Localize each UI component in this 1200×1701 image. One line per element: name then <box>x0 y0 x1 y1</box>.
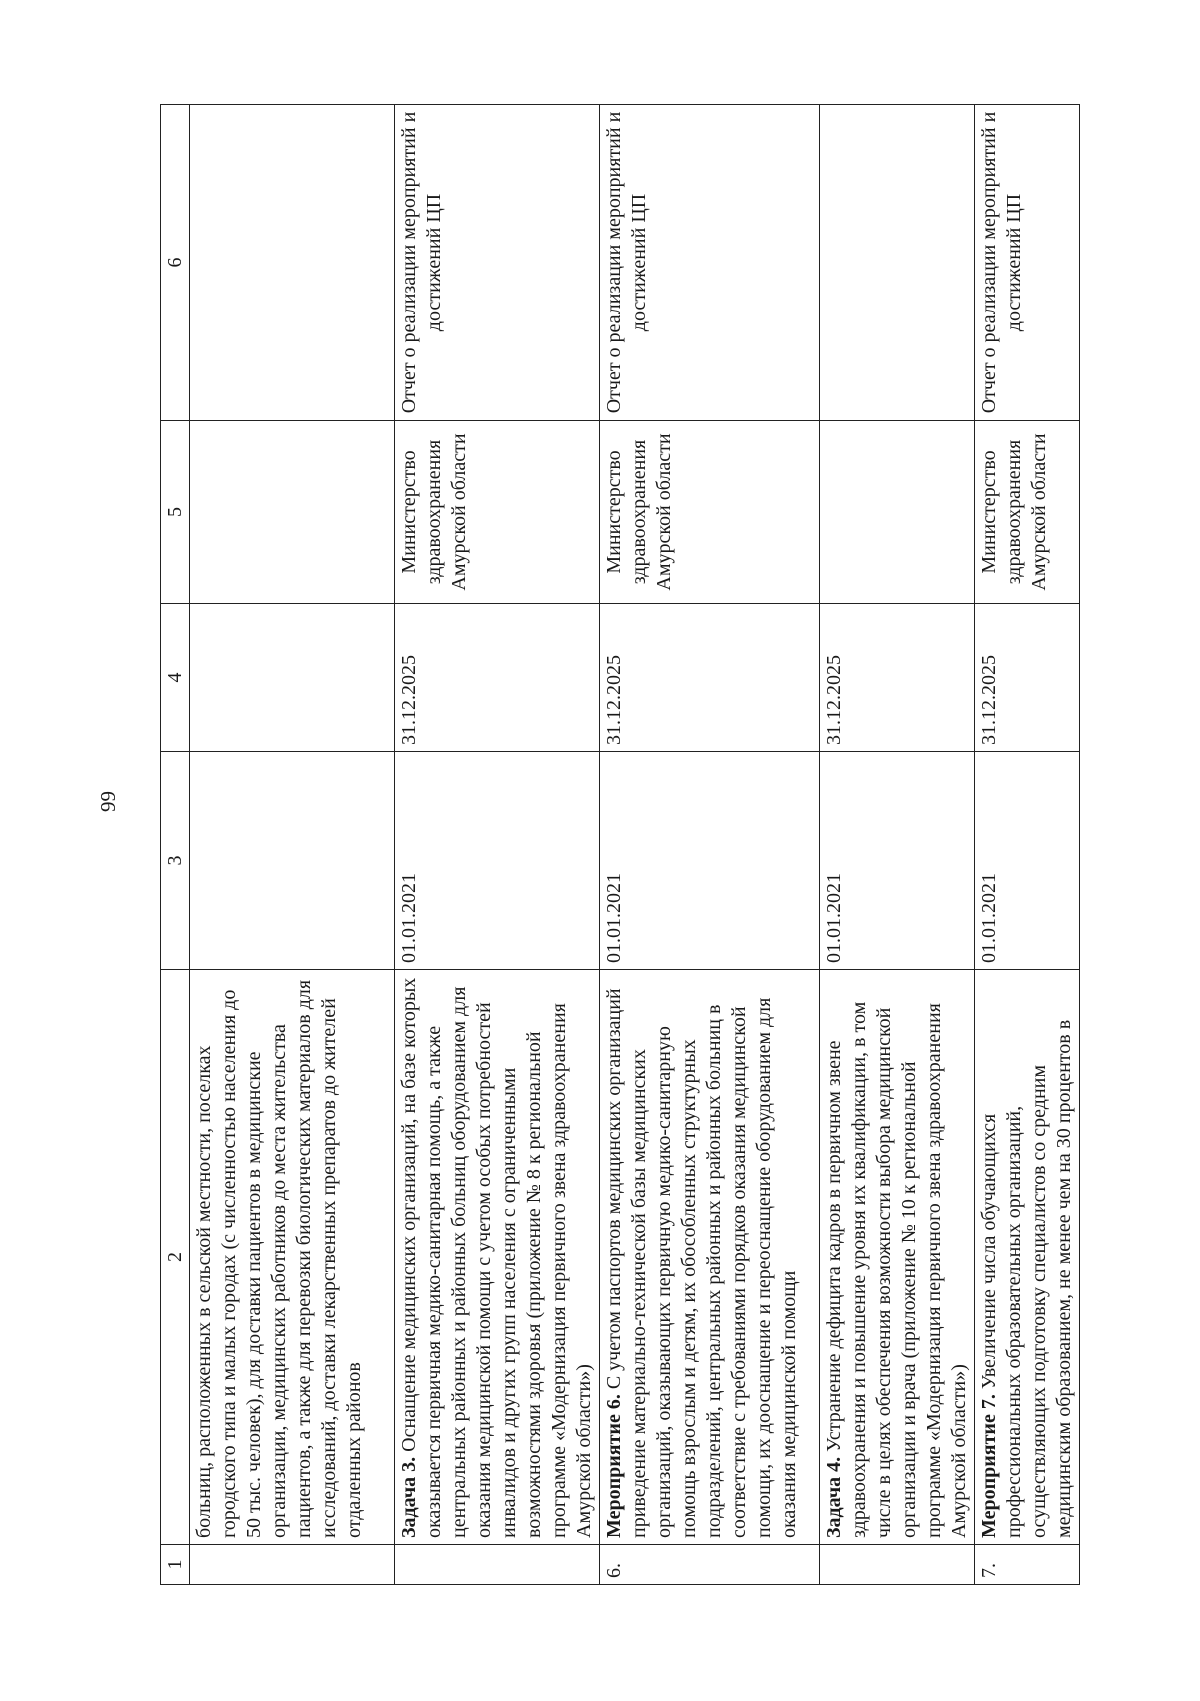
header-cell: 5 <box>161 421 190 604</box>
header-cell: 1 <box>161 1545 190 1585</box>
row-text: больниц, расположенных в сельской местности, поселках городского типа и малых городах (с численностью населения до 50 тыс. человек), для доставки пациентов в медицинские организации, медицинских работников до места жительства пациентов, а также для перевозки биологических материалов для исследований, доставки лекарственных препаратов до жителей отдаленных районов <box>193 979 365 1538</box>
row-title: Задача 3. <box>398 1456 420 1538</box>
row-report: Отчет о реализации мероприятий и достижений ЦП <box>975 105 1080 421</box>
row-end-date <box>190 604 395 752</box>
row-number <box>395 1545 600 1585</box>
row-report: Отчет о реализации мероприятий и достижений ЦП <box>395 105 600 421</box>
row-report <box>190 105 395 421</box>
row-number: 7. <box>975 1545 1080 1585</box>
row-responsible: Министерство здравоохранения Амурской области <box>975 421 1080 604</box>
row-report: Отчет о реализации мероприятий и достижений ЦП <box>600 105 820 421</box>
row-start-date <box>190 752 395 970</box>
row-text: Оснащение медицинских организаций, на базе которых оказывается первичная медико-санитарная помощь, а также центральных районных и районных больниц оборудованием для оказания медицинской помощи с учетом особых потребностей инвалидов и других групп населения с ограниченными возможностями здоровья (приложение № 8 к региональной программе «Модернизация первичного звена здравоохранения Амурской области») <box>398 977 595 1538</box>
row-responsible <box>820 421 975 604</box>
table-row <box>975 105 1080 1585</box>
row-title: Задача 4. <box>823 1456 845 1538</box>
table-row <box>395 105 600 1585</box>
table-row <box>190 105 395 1585</box>
row-description <box>975 970 1080 1545</box>
header-cell: 2 <box>161 970 190 1545</box>
table-header-row <box>161 105 190 1585</box>
row-end-date: 31.12.2025 <box>820 604 975 752</box>
row-responsible: Министерство здравоохранения Амурской области <box>395 421 600 604</box>
row-description <box>600 970 820 1545</box>
program-table <box>160 104 1080 1585</box>
table-row <box>820 105 975 1585</box>
row-title: Мероприятие 6. <box>603 1394 625 1538</box>
row-end-date: 31.12.2025 <box>975 604 1080 752</box>
row-start-date: 01.01.2021 <box>975 752 1080 970</box>
row-start-date: 01.01.2021 <box>600 752 820 970</box>
row-number <box>820 1545 975 1585</box>
row-text: Увеличение числа обучающихся профессиональных образовательных организаций, осуществляющих подготовку специалистов со средним медицинским образованием, не менее чем на 30 процентов в <box>978 1019 1075 1538</box>
row-number: 6. <box>600 1545 820 1585</box>
rotated-table-wrapper <box>160 105 1075 1585</box>
row-description <box>820 970 975 1545</box>
header-cell: 3 <box>161 752 190 970</box>
header-cell: 4 <box>161 604 190 752</box>
table-row <box>600 105 820 1585</box>
row-description <box>395 970 600 1545</box>
row-text: С учетом паспортов медицинских организаций приведение материально-технической базы медицинских организаций, оказывающих первичную медико-санитарную помощь взрослым и детям, их обособленных структурных подразделений, центральных районных и районных больниц в соответствие с требованиями порядков оказания медицинской помощи, их дооснащение и переоснащение оборудованием для оказания медицинской помощи <box>603 988 800 1538</box>
row-report <box>820 105 975 421</box>
row-end-date: 31.12.2025 <box>395 604 600 752</box>
row-text: Устранение дефицита кадров в первичном звене здравоохранения и повышение уровня их квалификации, в том числе в целях обеспечения возможности выбора медицинской организации и врача (приложение № 10 к региональной программе «Модернизация первичного звена здравоохранения Амурской области») <box>823 1001 970 1538</box>
header-cell: 6 <box>161 105 190 421</box>
row-end-date: 31.12.2025 <box>600 604 820 752</box>
row-start-date: 01.01.2021 <box>395 752 600 970</box>
row-description <box>190 970 395 1545</box>
page-number: 99 <box>96 791 120 812</box>
row-responsible: Министерство здравоохранения Амурской области <box>600 421 820 604</box>
row-title: Мероприятие 7. <box>978 1394 1000 1538</box>
row-number <box>190 1545 395 1585</box>
row-responsible <box>190 421 395 604</box>
row-start-date: 01.01.2021 <box>820 752 975 970</box>
